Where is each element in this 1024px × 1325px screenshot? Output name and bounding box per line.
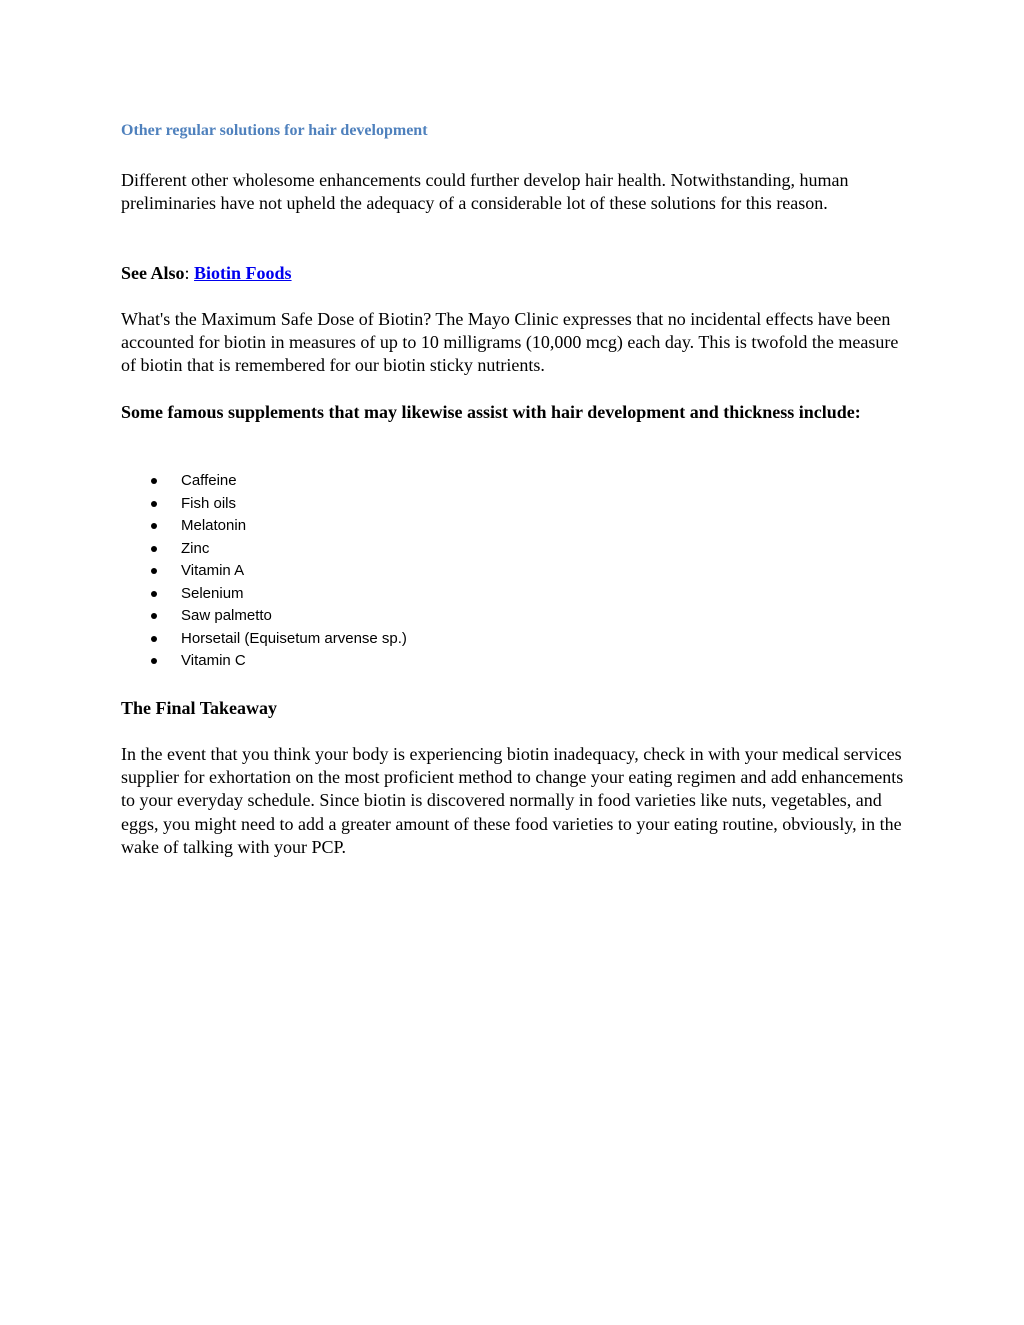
list-item-label: Selenium [181,584,244,602]
list-item-label: Vitamin A [181,562,245,579]
list-item [151,605,407,628]
bullet-icon [151,613,157,619]
bullet-icon [151,591,157,597]
bullet-icon [151,568,157,574]
bullet-icon [151,501,157,507]
biotin-foods-link[interactable]: Biotin Foods [194,263,292,283]
list-item [151,515,407,538]
see-also-colon: : [184,263,190,283]
bullet-icon [151,478,157,484]
list-item-label: Vitamin C [181,652,246,669]
bullet-icon [151,636,157,642]
list-item [151,470,407,493]
list-item-label: Melatonin [181,517,247,534]
list-item-label: Caffeine [181,472,237,489]
final-takeaway-paragraph: In the event that you think your body is experiencing biotin inadequacy, check in with your medical services supplier for exhortation on the most proficient method to change your eating regimen and add enhancements to your everyday schedule. Since biotin is discovered normally in food varieties like nuts, vegetables, and eggs, you might need to add a greater amount of these food varieties to your eating routine, obviously, in the wake of talking with your PCP. [121,744,904,857]
list-item [151,560,407,583]
list-item-label: Fish oils [181,494,237,512]
section-heading: Other regular solutions for hair development [121,122,428,139]
list-item-label: Zinc [181,539,210,557]
list-item [151,493,407,516]
supplements-intro: Some famous supplements that may likewise assist with hair development and thickness include: [121,402,861,422]
supplements-list [151,470,407,673]
list-item [151,650,407,673]
final-takeaway-heading: The Final Takeaway [121,698,278,718]
max-dose-paragraph: What's the Maximum Safe Dose of Biotin? The Mayo Clinic expresses that no incidental effects have been accounted for biotin in measures of up to 10 milligrams (10,000 mcg) each day. This is twofold the measure of biotin that is remembered for our biotin sticky nutrients. [121,309,899,376]
list-item [151,628,407,651]
see-also-label: See Also [121,263,185,283]
bullet-icon [151,658,157,664]
see-also-line [121,262,906,285]
list-item-label: Horsetail (Equisetum arvense sp.) [181,629,407,647]
intro-paragraph: Different other wholesome enhancements could further develop hair health. Notwithstanding, human preliminaries have not upheld the adequacy of a considerable lot of these solutions for this reason. [121,170,849,214]
list-item-label: Saw palmetto [181,607,272,624]
bullet-icon [151,523,157,529]
bullet-icon [151,546,157,552]
list-item [151,538,407,561]
list-item [151,583,407,606]
